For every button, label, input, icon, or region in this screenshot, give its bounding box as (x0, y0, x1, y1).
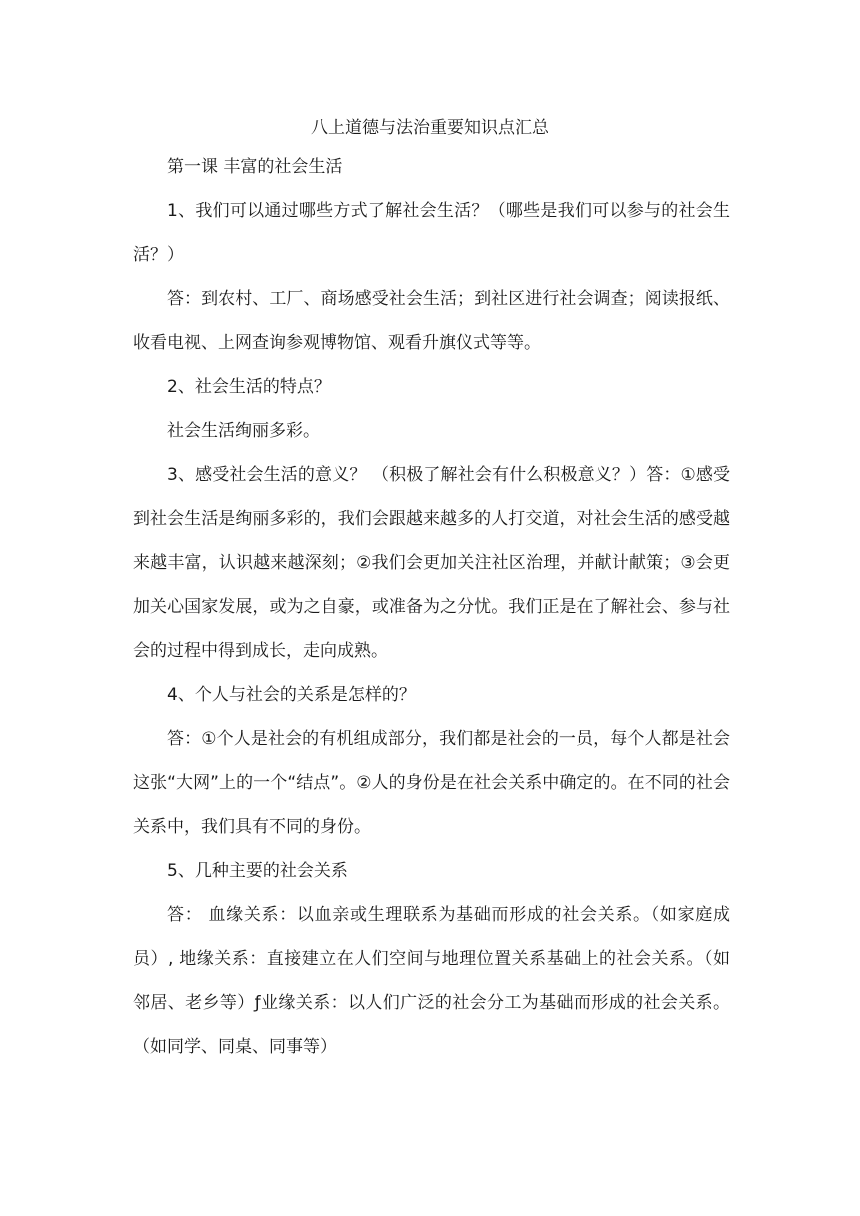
question-2: 2、社会生活的特点？ (167, 377, 331, 397)
question-3-with-answer: 3、感受社会生活的意义？ （积极了解社会有什么积极意义？）答：①感受到社会生活是绚丽多彩的，我们会跟越来越多的人打交道，对社会生活的感受越来越丰富，认识越来越深刻；②我们会更加关注社区治理，并献计献策；③会更加关心国家发展，或为之自豪，或准备为之分忧。我们正是在了解社会、参与社会的过程中得到成长，走向成熟。 (133, 465, 730, 661)
question-4: 4、个人与社会的关系是怎样的？ (167, 685, 416, 705)
answer-1: 答：到农村、工厂、商场感受社会生活；到社区进行社会调查；阅读报纸、收看电视、上网查询参观博物馆、观看升旗仪式等等。 (133, 289, 730, 353)
question-1: 1、我们可以通过哪些方式了解社会生活？（哪些是我们可以参与的社会生活？） (133, 201, 730, 265)
lesson-heading: 第一课 丰富的社会生活 (167, 157, 343, 177)
document-title: 八上道德与法治重要知识点汇总 (311, 118, 549, 138)
answer-2: 社会生活绚丽多彩。 (167, 421, 320, 441)
document-body (133, 145, 730, 1069)
answer-5: 答： 血缘关系：以血亲或生理联系为基础而形成的社会关系。（如家庭成员）, 地缘关系：直接建立在人们空间与地理位置关系基础上的社会关系。（如邻居、老乡等）ƒ业缘关系：以人们广泛的社会分工为基础而形成的社会关系。（如同学、同桌、同事等） (133, 905, 730, 1057)
question-5: 5、几种主要的社会关系 (167, 861, 348, 881)
answer-4: 答：①个人是社会的有机组成部分，我们都是社会的一员，每个人都是社会这张“大网”上的一个“结点”。②人的身份是在社会关系中确定的。在不同的社会关系中，我们具有不同的身份。 (133, 729, 730, 837)
